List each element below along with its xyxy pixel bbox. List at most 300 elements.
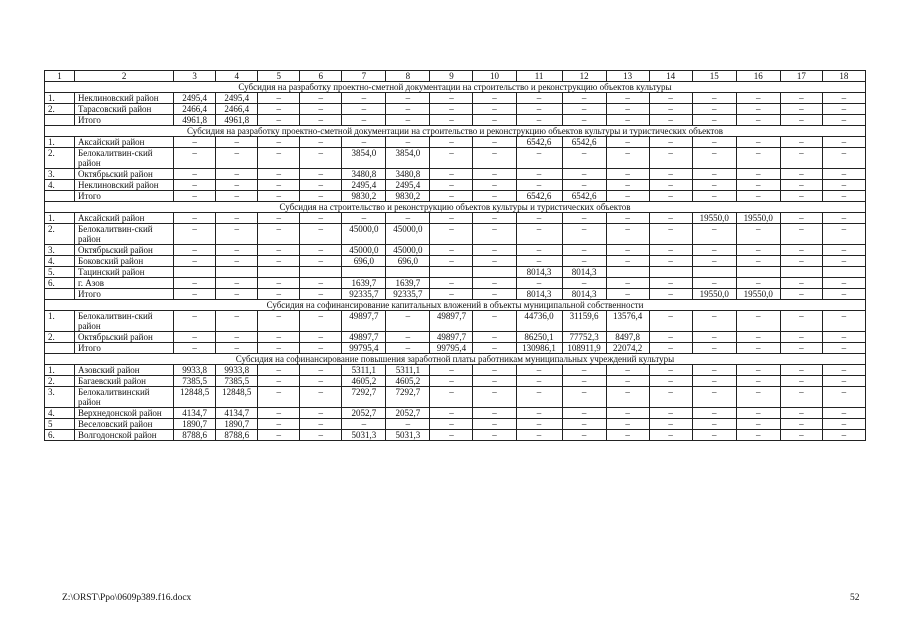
value-cell: – <box>649 311 692 332</box>
section-title: Субсидия на разработку проектно-сметной документации на строительство и реконструкцию объектов культуры <box>45 82 866 93</box>
value-cell: – <box>649 430 692 441</box>
value-cell: – <box>822 245 865 256</box>
value-cell: – <box>692 104 736 115</box>
value-cell: – <box>342 419 386 430</box>
value-cell: – <box>300 148 342 169</box>
value-cell: 8014,3 <box>562 267 606 278</box>
table-row <box>45 93 866 104</box>
value-cell: – <box>300 256 342 267</box>
value-cell: 49897,7 <box>342 332 386 343</box>
district-name-cell: Аксайский район <box>75 213 174 224</box>
value-cell: – <box>473 387 516 408</box>
value-cell: 7385,5 <box>216 376 258 387</box>
value-cell: – <box>649 245 692 256</box>
value-cell: – <box>216 332 258 343</box>
value-cell: – <box>692 365 736 376</box>
value-cell: – <box>736 137 780 148</box>
value-cell: – <box>386 213 430 224</box>
value-cell: – <box>649 180 692 191</box>
value-cell: – <box>258 289 300 300</box>
value-cell <box>649 267 692 278</box>
value-cell: – <box>736 278 780 289</box>
column-number: 18 <box>822 71 865 82</box>
value-cell: – <box>606 278 649 289</box>
value-cell: 92335,7 <box>386 289 430 300</box>
value-cell: – <box>430 376 473 387</box>
district-name-cell: Волгодонской район <box>75 430 174 441</box>
value-cell: – <box>822 224 865 245</box>
value-cell: 8014,3 <box>516 267 562 278</box>
value-cell: – <box>606 387 649 408</box>
value-cell: – <box>473 332 516 343</box>
value-cell: – <box>822 343 865 354</box>
district-name-cell: Аксайский район <box>75 137 174 148</box>
value-cell <box>473 267 516 278</box>
value-cell: – <box>430 224 473 245</box>
value-cell: – <box>473 256 516 267</box>
value-cell: – <box>342 93 386 104</box>
value-cell: 2495,4 <box>216 93 258 104</box>
value-cell: – <box>216 169 258 180</box>
value-cell: – <box>606 115 649 126</box>
value-cell: – <box>562 278 606 289</box>
value-cell: 1639,7 <box>386 278 430 289</box>
value-cell: – <box>216 137 258 148</box>
value-cell: – <box>736 387 780 408</box>
value-cell: – <box>300 278 342 289</box>
district-name-cell: Белокалитвин-ский район <box>75 148 174 169</box>
value-cell: – <box>822 332 865 343</box>
value-cell: – <box>780 430 822 441</box>
value-cell: – <box>606 376 649 387</box>
value-cell: 8788,6 <box>216 430 258 441</box>
value-cell: – <box>780 278 822 289</box>
value-cell: – <box>258 169 300 180</box>
value-cell: – <box>300 430 342 441</box>
value-cell: – <box>473 408 516 419</box>
value-cell: – <box>300 365 342 376</box>
value-cell: – <box>562 93 606 104</box>
value-cell: – <box>780 311 822 332</box>
value-cell: – <box>606 256 649 267</box>
value-cell: – <box>562 148 606 169</box>
value-cell: – <box>473 245 516 256</box>
value-cell: – <box>258 365 300 376</box>
value-cell: – <box>300 311 342 332</box>
value-cell: – <box>606 137 649 148</box>
value-cell: – <box>258 430 300 441</box>
district-name-cell: Неклиновский район <box>75 93 174 104</box>
value-cell: – <box>174 213 216 224</box>
column-number: 1 <box>45 71 75 82</box>
value-cell: – <box>516 148 562 169</box>
value-cell: – <box>649 115 692 126</box>
value-cell: – <box>430 137 473 148</box>
value-cell: – <box>386 419 430 430</box>
table-body <box>45 71 866 441</box>
value-cell: – <box>174 169 216 180</box>
value-cell: – <box>216 289 258 300</box>
value-cell: – <box>473 343 516 354</box>
value-cell: – <box>216 213 258 224</box>
value-cell: – <box>822 278 865 289</box>
value-cell: – <box>174 311 216 332</box>
value-cell: – <box>736 365 780 376</box>
value-cell: 7292,7 <box>342 387 386 408</box>
table-row <box>45 245 866 256</box>
value-cell: – <box>430 289 473 300</box>
district-name-cell: Белокалитвин-ский район <box>75 224 174 245</box>
value-cell: – <box>606 148 649 169</box>
value-cell: – <box>258 213 300 224</box>
value-cell: – <box>606 93 649 104</box>
value-cell: 5311,1 <box>386 365 430 376</box>
value-cell: – <box>562 430 606 441</box>
table-row <box>45 115 866 126</box>
value-cell: – <box>780 387 822 408</box>
district-name-cell: Азовский район <box>75 365 174 376</box>
value-cell: – <box>822 93 865 104</box>
value-cell: – <box>516 245 562 256</box>
value-cell: 19550,0 <box>692 289 736 300</box>
value-cell: – <box>174 148 216 169</box>
value-cell: – <box>692 408 736 419</box>
value-cell: – <box>562 256 606 267</box>
value-cell: 7292,7 <box>386 387 430 408</box>
value-cell: 99795,4 <box>430 343 473 354</box>
value-cell: 696,0 <box>342 256 386 267</box>
value-cell: – <box>692 256 736 267</box>
table-row <box>45 332 866 343</box>
value-cell: 6542,6 <box>516 137 562 148</box>
value-cell: – <box>736 311 780 332</box>
value-cell: – <box>174 289 216 300</box>
value-cell: – <box>780 213 822 224</box>
row-number-cell <box>45 191 75 202</box>
value-cell: – <box>780 137 822 148</box>
value-cell: – <box>430 365 473 376</box>
value-cell: – <box>342 104 386 115</box>
value-cell: – <box>822 169 865 180</box>
value-cell: – <box>780 169 822 180</box>
value-cell: 8788,6 <box>174 430 216 441</box>
row-number-cell: 3. <box>45 387 75 408</box>
value-cell: – <box>736 376 780 387</box>
value-cell: – <box>473 365 516 376</box>
value-cell: – <box>649 289 692 300</box>
value-cell: 3854,0 <box>342 148 386 169</box>
value-cell: – <box>822 387 865 408</box>
value-cell: – <box>300 376 342 387</box>
column-number: 14 <box>649 71 692 82</box>
value-cell: – <box>649 419 692 430</box>
value-cell: – <box>430 387 473 408</box>
district-name-cell: Октябрьский район <box>75 332 174 343</box>
value-cell: – <box>562 180 606 191</box>
value-cell: – <box>516 104 562 115</box>
value-cell: 1639,7 <box>342 278 386 289</box>
value-cell: 1890,7 <box>216 419 258 430</box>
column-number-row <box>45 71 866 82</box>
value-cell: 4134,7 <box>174 408 216 419</box>
value-cell <box>736 267 780 278</box>
district-name-cell: Итого <box>75 191 174 202</box>
value-cell: – <box>300 332 342 343</box>
value-cell: – <box>649 256 692 267</box>
section-title: Субсидия на софинансирование повышения заработной платы работникам муниципальных учреждений культуры <box>45 354 866 365</box>
value-cell: – <box>430 115 473 126</box>
section-title-row <box>45 202 866 213</box>
value-cell: 45000,0 <box>386 245 430 256</box>
value-cell: – <box>258 180 300 191</box>
value-cell: – <box>780 419 822 430</box>
value-cell: – <box>258 104 300 115</box>
value-cell: – <box>780 245 822 256</box>
row-number-cell: 1. <box>45 213 75 224</box>
value-cell: – <box>258 148 300 169</box>
value-cell: – <box>216 180 258 191</box>
value-cell: – <box>606 180 649 191</box>
value-cell: – <box>736 332 780 343</box>
column-number: 3 <box>174 71 216 82</box>
value-cell: – <box>300 213 342 224</box>
table-row <box>45 419 866 430</box>
value-cell: – <box>822 311 865 332</box>
value-cell: – <box>692 245 736 256</box>
value-cell: 6542,6 <box>516 191 562 202</box>
value-cell: 4961,8 <box>216 115 258 126</box>
value-cell: – <box>649 104 692 115</box>
column-number: 2 <box>75 71 174 82</box>
value-cell: – <box>822 289 865 300</box>
value-cell <box>258 267 300 278</box>
district-name-cell: Неклиновский район <box>75 180 174 191</box>
value-cell: – <box>649 332 692 343</box>
row-number-cell: 4. <box>45 180 75 191</box>
value-cell: – <box>516 376 562 387</box>
value-cell: 7385,5 <box>174 376 216 387</box>
value-cell: – <box>386 343 430 354</box>
value-cell: – <box>386 115 430 126</box>
value-cell: – <box>780 180 822 191</box>
budget-table <box>44 70 866 441</box>
value-cell: – <box>174 245 216 256</box>
value-cell: – <box>649 343 692 354</box>
row-number-cell: 6. <box>45 430 75 441</box>
value-cell: – <box>300 115 342 126</box>
value-cell: – <box>473 376 516 387</box>
value-cell: – <box>780 289 822 300</box>
value-cell: 44736,0 <box>516 311 562 332</box>
value-cell: – <box>562 169 606 180</box>
value-cell: – <box>342 115 386 126</box>
value-cell: 4605,2 <box>386 376 430 387</box>
value-cell: – <box>649 365 692 376</box>
row-number-cell: 2. <box>45 148 75 169</box>
value-cell: – <box>692 376 736 387</box>
value-cell: – <box>430 245 473 256</box>
value-cell: – <box>562 224 606 245</box>
value-cell: – <box>258 343 300 354</box>
value-cell: – <box>516 224 562 245</box>
value-cell <box>692 267 736 278</box>
value-cell: – <box>736 148 780 169</box>
value-cell <box>342 267 386 278</box>
value-cell: 2052,7 <box>386 408 430 419</box>
value-cell <box>606 267 649 278</box>
value-cell: – <box>780 343 822 354</box>
value-cell: 19550,0 <box>736 213 780 224</box>
value-cell: – <box>562 408 606 419</box>
value-cell: – <box>258 376 300 387</box>
value-cell: – <box>649 93 692 104</box>
district-name-cell: Белокалитвинский район <box>75 387 174 408</box>
value-cell: – <box>258 191 300 202</box>
value-cell: – <box>736 245 780 256</box>
value-cell: 5031,3 <box>342 430 386 441</box>
value-cell: – <box>473 311 516 332</box>
section-title-row <box>45 300 866 311</box>
value-cell: – <box>822 191 865 202</box>
section-title-row <box>45 354 866 365</box>
value-cell: – <box>736 430 780 441</box>
value-cell: 108911,9 <box>562 343 606 354</box>
column-number: 7 <box>342 71 386 82</box>
value-cell: – <box>822 115 865 126</box>
value-cell: – <box>300 169 342 180</box>
value-cell: – <box>606 419 649 430</box>
value-cell: – <box>649 169 692 180</box>
value-cell: – <box>430 191 473 202</box>
value-cell: – <box>216 343 258 354</box>
value-cell: – <box>516 365 562 376</box>
value-cell: – <box>174 278 216 289</box>
value-cell: – <box>216 256 258 267</box>
district-name-cell: Октябрьский район <box>75 245 174 256</box>
value-cell: – <box>174 224 216 245</box>
value-cell: – <box>473 419 516 430</box>
row-number-cell: 4. <box>45 408 75 419</box>
value-cell: – <box>780 191 822 202</box>
table-row <box>45 278 866 289</box>
section-title-row <box>45 82 866 93</box>
value-cell: 5311,1 <box>342 365 386 376</box>
column-number: 10 <box>473 71 516 82</box>
value-cell: – <box>822 376 865 387</box>
value-cell: – <box>174 343 216 354</box>
value-cell: – <box>258 408 300 419</box>
row-number-cell: 2. <box>45 332 75 343</box>
row-number-cell: 1. <box>45 137 75 148</box>
value-cell: – <box>822 256 865 267</box>
table-row <box>45 365 866 376</box>
district-name-cell: Итого <box>75 289 174 300</box>
value-cell <box>780 267 822 278</box>
value-cell: – <box>516 278 562 289</box>
value-cell: 8014,3 <box>516 289 562 300</box>
value-cell: – <box>736 419 780 430</box>
section-title: Субсидия на разработку проектно-сметной документации на строительство и реконструкцию объектов культуры и туристических объектов <box>45 126 866 137</box>
column-number: 16 <box>736 71 780 82</box>
value-cell: – <box>300 245 342 256</box>
row-number-cell: 1. <box>45 365 75 376</box>
value-cell: – <box>692 180 736 191</box>
value-cell: – <box>473 104 516 115</box>
value-cell <box>174 267 216 278</box>
value-cell: – <box>736 180 780 191</box>
value-cell: – <box>516 430 562 441</box>
value-cell: 8497,8 <box>606 332 649 343</box>
value-cell: – <box>386 93 430 104</box>
value-cell: – <box>649 278 692 289</box>
value-cell: – <box>430 169 473 180</box>
value-cell: – <box>473 191 516 202</box>
value-cell: – <box>822 137 865 148</box>
row-number-cell: 4. <box>45 256 75 267</box>
value-cell: – <box>473 115 516 126</box>
value-cell: – <box>649 408 692 419</box>
row-number-cell: 2. <box>45 376 75 387</box>
value-cell: – <box>430 213 473 224</box>
value-cell: – <box>430 104 473 115</box>
value-cell: 86250,1 <box>516 332 562 343</box>
value-cell: – <box>516 419 562 430</box>
value-cell: 2495,4 <box>386 180 430 191</box>
table-row <box>45 408 866 419</box>
row-number-cell: 6. <box>45 278 75 289</box>
value-cell: 3854,0 <box>386 148 430 169</box>
value-cell: – <box>473 430 516 441</box>
value-cell: – <box>692 419 736 430</box>
value-cell: 19550,0 <box>736 289 780 300</box>
value-cell: – <box>736 93 780 104</box>
value-cell: – <box>342 213 386 224</box>
value-cell <box>386 267 430 278</box>
value-cell: 49897,7 <box>430 332 473 343</box>
value-cell: – <box>649 148 692 169</box>
table-row <box>45 169 866 180</box>
district-name-cell: Веселовский район <box>75 419 174 430</box>
value-cell: – <box>430 408 473 419</box>
value-cell: 9830,2 <box>386 191 430 202</box>
value-cell: – <box>258 137 300 148</box>
value-cell: – <box>692 169 736 180</box>
value-cell: – <box>258 115 300 126</box>
value-cell: – <box>516 387 562 408</box>
value-cell: – <box>216 148 258 169</box>
column-number: 8 <box>386 71 430 82</box>
district-name-cell: Итого <box>75 343 174 354</box>
value-cell: – <box>736 408 780 419</box>
value-cell: 6542,6 <box>562 191 606 202</box>
value-cell: – <box>473 180 516 191</box>
value-cell: – <box>258 224 300 245</box>
value-cell: – <box>258 311 300 332</box>
value-cell: 2466,4 <box>174 104 216 115</box>
value-cell: – <box>216 278 258 289</box>
value-cell: – <box>562 104 606 115</box>
value-cell: 2466,4 <box>216 104 258 115</box>
row-number-cell <box>45 115 75 126</box>
value-cell: – <box>692 387 736 408</box>
value-cell: – <box>430 419 473 430</box>
table-row <box>45 256 866 267</box>
district-name-cell: Белокалитвин-ский район <box>75 311 174 332</box>
value-cell: 45000,0 <box>386 224 430 245</box>
column-number: 6 <box>300 71 342 82</box>
value-cell: – <box>736 104 780 115</box>
value-cell: – <box>386 137 430 148</box>
